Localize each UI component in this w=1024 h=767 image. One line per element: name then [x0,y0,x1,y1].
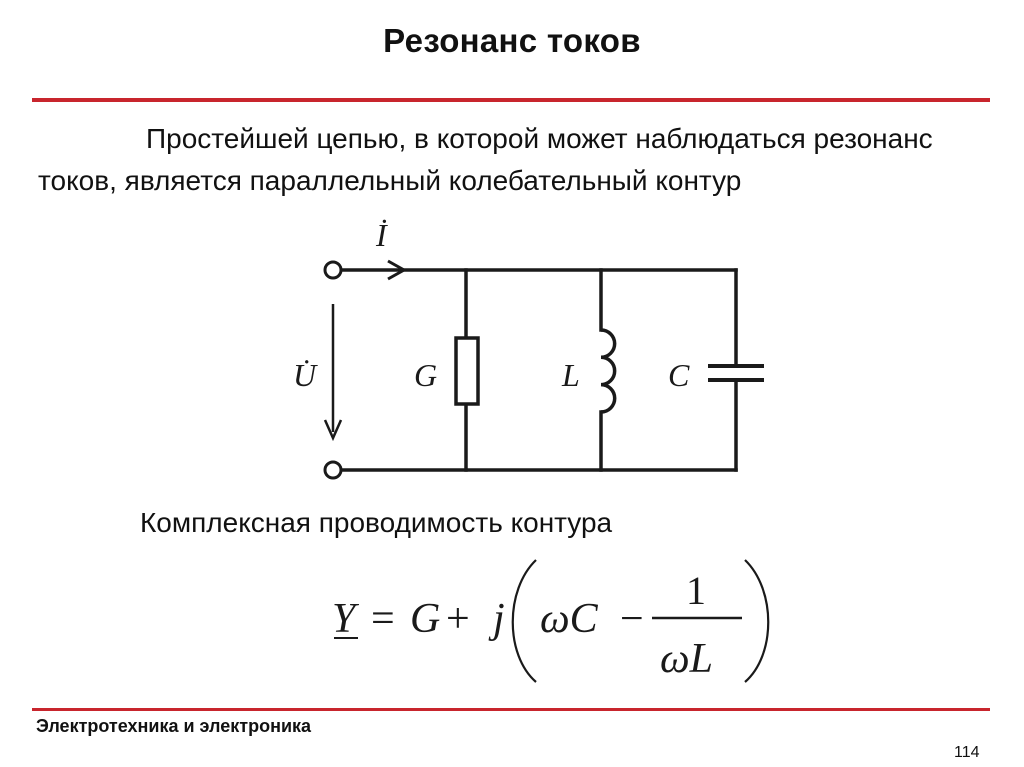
slide-title: Резонанс токов [383,22,641,59]
left-paren [513,560,536,682]
page-number: 114 [954,744,980,761]
formula-g: G [410,596,441,642]
current-label: İ [376,217,387,253]
footer-divider [32,708,990,711]
course-footer: Электротехника и электроника [36,716,312,736]
intro-paragraph: Простейшей цепью, в которой может наблюдаться резонанс токов, является параллельный колебательный контур [38,123,933,196]
capacitor-label: C [668,357,690,393]
formula-numerator: 1 [686,568,706,613]
voltage-label: U̇ [293,357,317,393]
formula-equals: = [371,596,395,642]
formula-minus: − [620,596,644,642]
resistor-label: G [414,357,438,393]
formula-caption: Комплексная проводимость контура [140,507,613,538]
right-paren [745,560,768,682]
formula-omega-c: ωC [540,596,598,642]
formula-denominator: ωL [660,636,714,682]
inductor-label: L [562,357,580,393]
formula-lhs: Y [332,596,356,642]
formula-plus: + [446,596,470,642]
formula-j: j [493,596,505,642]
